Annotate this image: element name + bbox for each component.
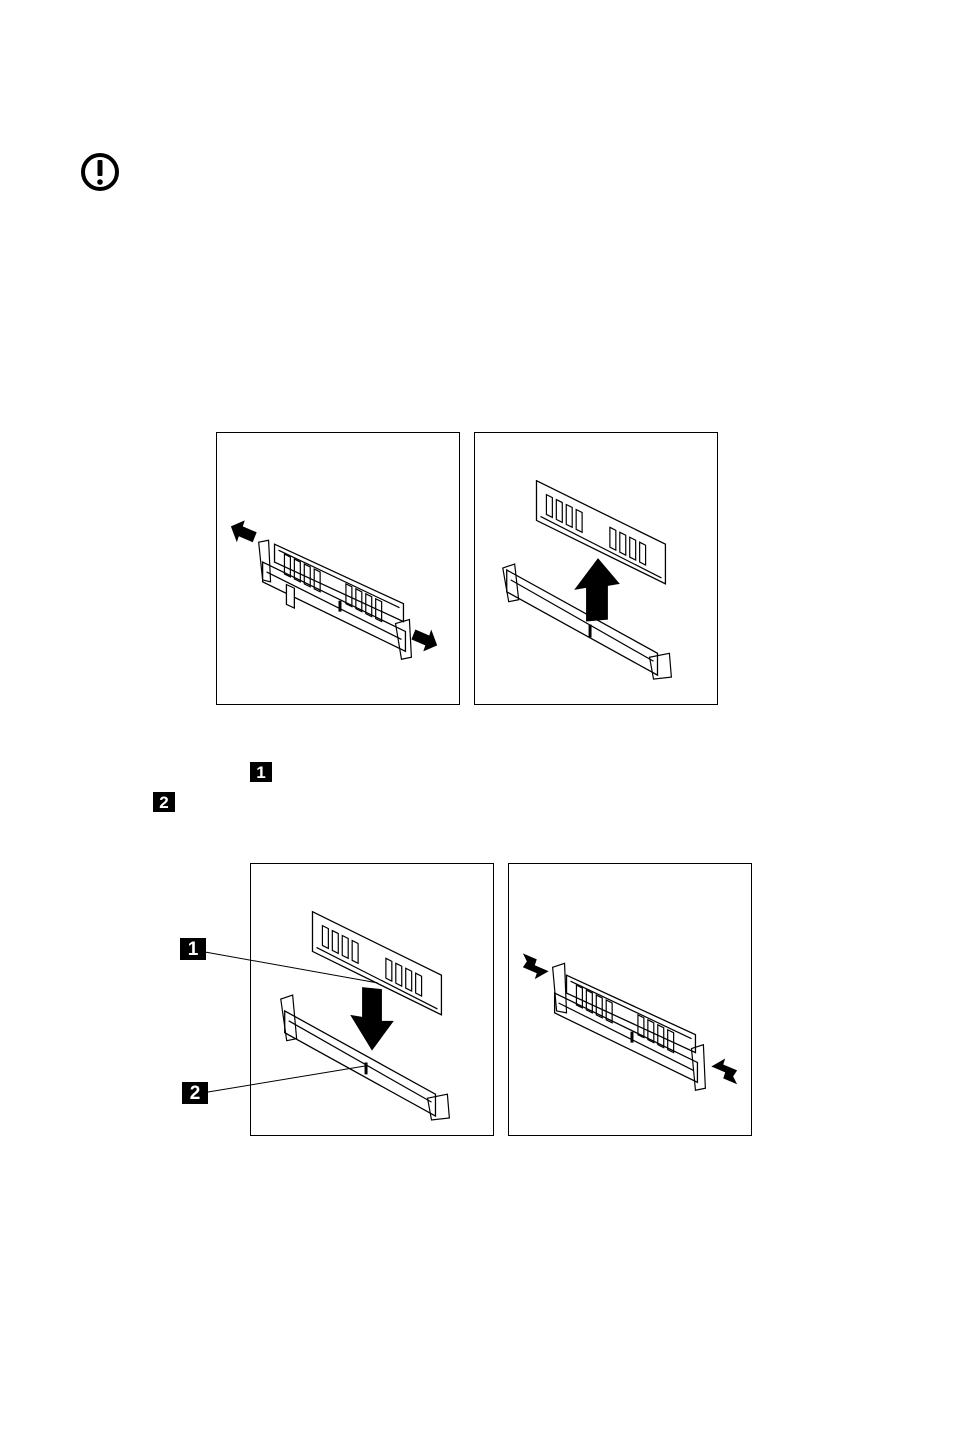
- figure-remove-module: [474, 432, 718, 705]
- callout-1-notch: 1: [180, 938, 206, 960]
- figure-insert-module: [250, 863, 494, 1136]
- figure-release-clips: [216, 432, 460, 705]
- callout-2-inline: 2: [153, 792, 175, 812]
- figure-close-clips: [508, 863, 752, 1136]
- callout-1-inline: 1: [250, 762, 272, 782]
- callout-2-key: 2: [182, 1082, 208, 1104]
- attention-icon: [80, 152, 120, 192]
